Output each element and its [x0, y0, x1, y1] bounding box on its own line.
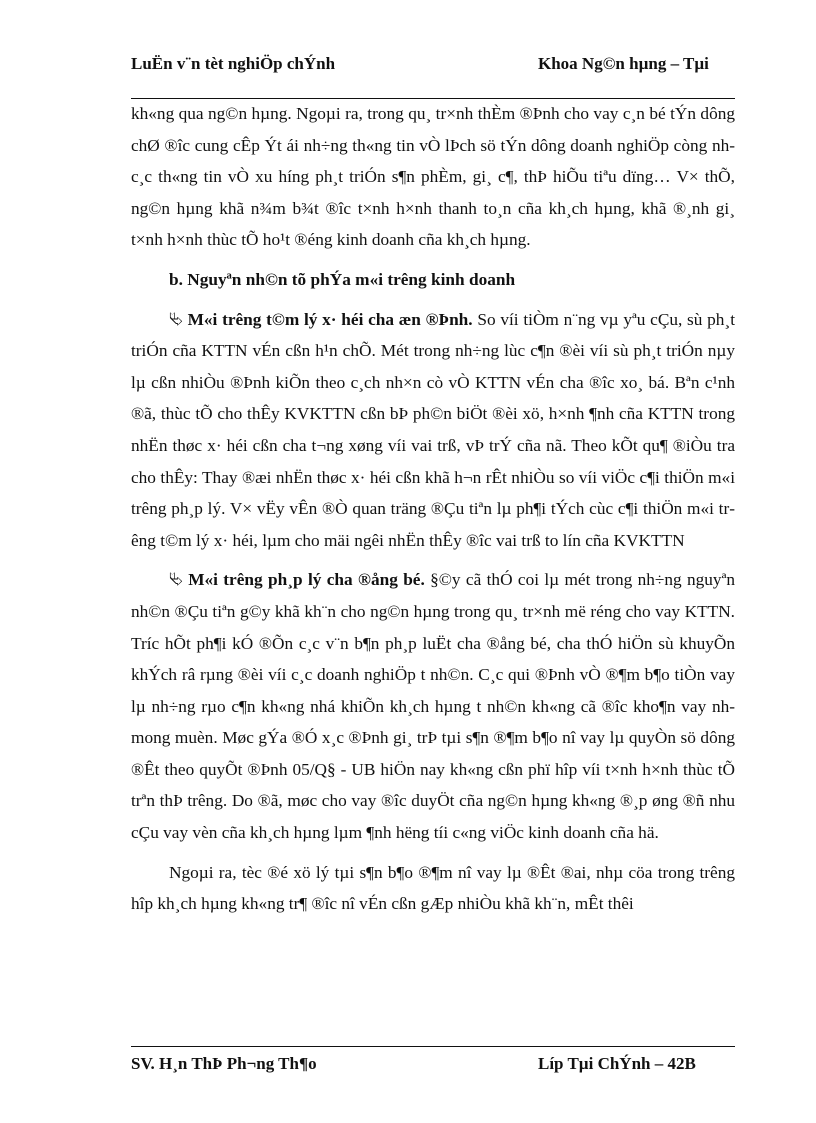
bullet-lead-legal: M«i trêng ph¸p lý cha ®ång bé.	[188, 570, 425, 590]
bullet-legal-environment	[131, 564, 735, 848]
header-title-right: Khoa Ng©n hµng – Tµi	[538, 54, 709, 73]
arrow-bullet-icon: ⮱	[169, 570, 183, 590]
paragraph-closing: Ngoµi ra, tèc ®é xö lý tµi s¶n b¶o ®¶m nî vay lµ ®Êt ®ai, nhµ cöa trong trêng hîp kh¸ch hµng kh«ng tr¶ ®îc nî vÉn cßn gÆp nhiÒu khã kh¨n, mÊt thêi	[131, 862, 735, 914]
footer-class-name: Líp Tµi ChÝnh – 42B	[538, 1054, 696, 1073]
bullet-text-social: So víi tiÒm n¨ng vµ yªu cÇu, sù ph¸t triÓn cña KTTN vÉn cßn h¹n chÕ. Mét trong nh÷ng lùc c¶n ®èi víi sù ph¸t triÓn nµy lµ cßn nhiÒu ®Þnh kiÕn theo c¸ch nh×n cò vÒ KTTN vÉn cha ®îc xo¸ bá. Bªn c¹nh ®ã, thùc tÕ cho thÊy KVKTTN cßn bÞ ph©n biÖt ®èi xö, h×nh ¶nh cña KTTN trong nhËn thøc x· héi cßn cha t¬ng xøng víi vai trß, vÞ trÝ cña nã. Theo kÕt qu¶ ®iÒu tra cho thÊy: Thay ®æi nhËn thøc x· héi cßn khã h¬n rÊt nhiÒu so víi viÖc c¶i thiÖn m«i trêng ph¸p lý. V× vËy vÊn ®Ò quan träng ®Çu tiªn lµ ph¶i tÝch cùc c¶i thiÖn m«i trêng t©m lý x· héi, lµm cho mäi ngêi nhËn thÊy ®îc vai trß to lín cña KVKTTN	[131, 309, 735, 550]
bullet-lead-social: M«i trêng t©m lý x· héi cha æn ®Þnh.	[187, 309, 473, 329]
footer-student-name: SV. H¸n ThÞ Ph¬ng Th¶o	[131, 1054, 317, 1073]
footer-rule	[131, 1046, 735, 1047]
page-body	[131, 98, 735, 920]
bullet-text-legal: §©y cã thÓ coi lµ mét trong nh÷ng nguyªn nh©n ®Çu tiªn g©y khã kh¨n cho ng©n hµng trong qu¸ tr×nh më réng cho vay KTTN. Tríc hÕt ph¶i kÓ ®Õn c¸c v¨n b¶n ph¸p luËt cha ®ång bé, cha thÓ hiÖn sù khuyÕn khÝch râ rµng ®èi víi c¸c doanh nghiÖp t nh©n. C¸c qui ®Þnh vÒ ®¶m b¶o tiÒn vay lµ nh÷ng rµo c¶n kh«ng nhá khiÕn kh¸ch hµng t nh©n kh«ng cã ®îc kho¶n vay nh mong muèn. Møc gÝa ®Ó x¸c ®Þnh gi¸ trÞ tµi s¶n ®¶m b¶o nî vay lµ quyÒn sö dông ®Êt theo quyÕt ®Þnh 05/Q§ - UB hiÖn nay kh«ng cßn phï hîp víi t×nh h×nh thùc tÕ trªn thÞ trêng. Do ®ã, møc cho vay ®îc duyÖt cña ng©n hµng kh«ng ®¸p øng ®ñ nhu cÇu vay vèn cña kh¸ch hµng lµm ¶nh hëng tíi c«ng viÖc kinh doanh cña hä.	[131, 570, 735, 843]
paragraph-intro: kh«ng qua ng©n hµng. Ngoµi ra, trong qu¸ tr×nh thÈm ®Þnh cho vay c¸n bé tÝn dông chØ ®îc cung cÊp Ýt ái nh÷ng th«ng tin vÒ lÞch sö tÝn dông doanh nghiÖp còng nh c¸c th«ng tin vÒ xu híng ph¸t triÓn s¶n phÈm, gi¸ c¶, thÞ hiÕu tiªu dïng… V× thÕ, ng©n hµng khã n¾m b¾t ®îc t×nh h×nh thanh to¸n cña kh¸ch hµng, khã ®¸nh gi¸ t×nh h×nh thùc tÕ ho¹t ®éng kinh doanh cña kh¸ch hµng.	[131, 104, 735, 250]
bullet-social-environment	[131, 304, 735, 557]
section-heading-b: b. Nguyªn nh©n tõ phÝa m«i trêng kinh doanh	[169, 269, 516, 289]
arrow-bullet-icon: ⮱	[169, 309, 183, 329]
header-title-left: LuËn v¨n tèt nghiÖp chÝnh	[131, 54, 336, 73]
